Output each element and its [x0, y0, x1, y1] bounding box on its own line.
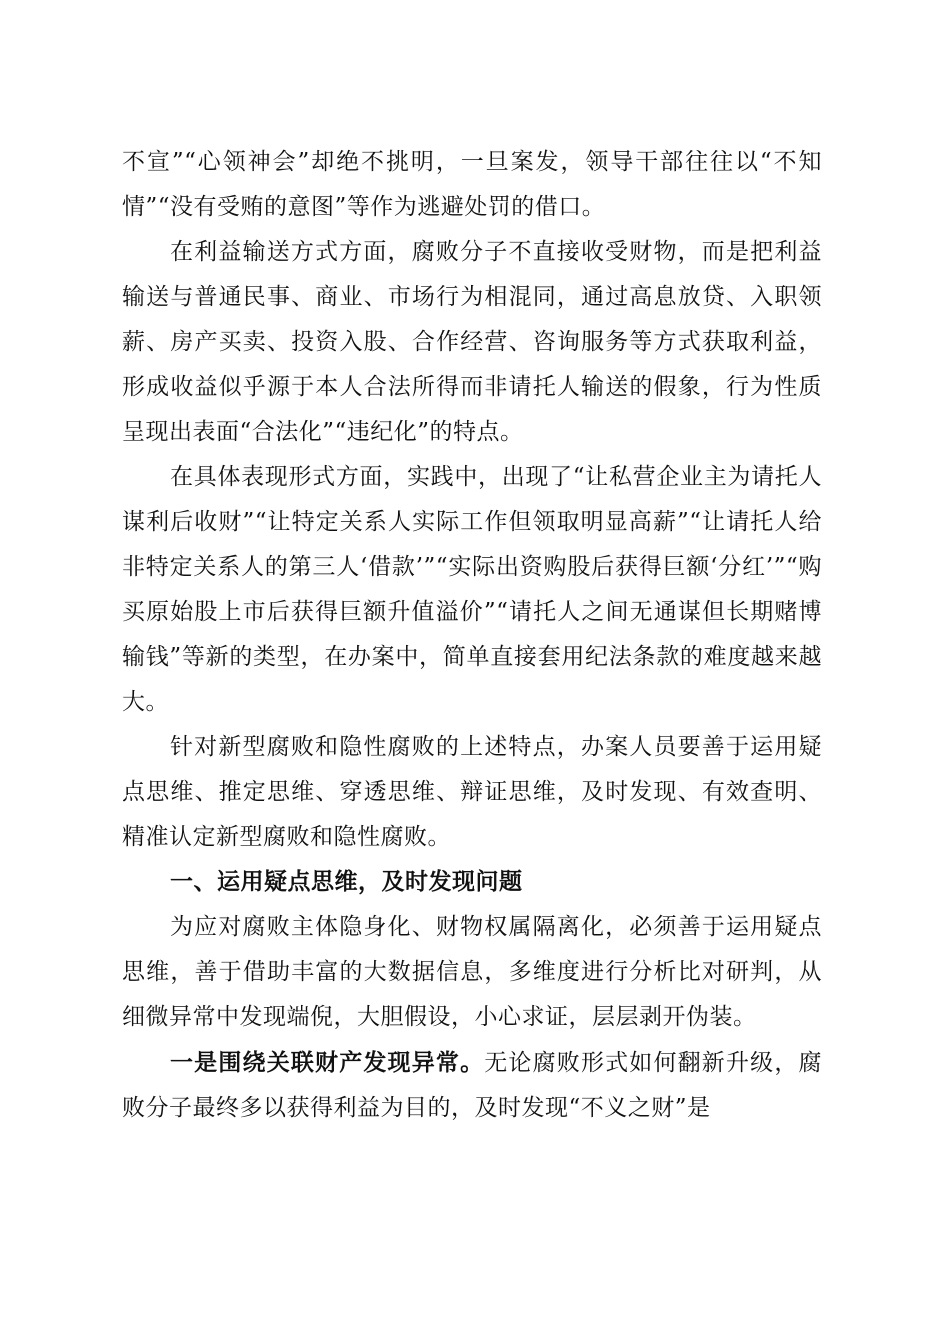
paragraph-body-text: 无论腐败形式如何翻新升级，腐败分子最终多以获得利益为目的，及时发现“不义之财”是 — [122, 1050, 823, 1121]
paragraph-benefit-transfer: 在利益输送方式方面，腐败分子不直接收受财物，而是把利益输送与普通民事、商业、市场行为相混同，通过高息放贷、入职领薪、房产买卖、投资入股、合作经营、咨询服务等方式获取利益，形成收益似乎源于本人合法所得而非请托人输送的假象，行为性质呈现出表面“合法化”“违纪化”的特点。 — [122, 239, 822, 445]
paragraph-thinking-methods: 针对新型腐败和隐性腐败的上述特点，办案人员要善于运用疑点思维、推定思维、穿透思维、辩证思维，及时发现、有效查明、精准认定新型腐败和隐性腐败。 — [122, 734, 822, 850]
paragraph-lead-text: 一是围绕关联财产发现异常。 — [170, 1049, 485, 1076]
paragraph-continued: 不宣”“心领神会”却绝不挑明，一旦案发，领导干部往往以“不知情”“没有受贿的意图”等作为逃避处罚的借口。 — [122, 149, 822, 220]
paragraph-manifestations: 在具体表现形式方面，实践中，出现了“让私营企业主为请托人谋利后收财”“让特定关系人实际工作但领取明显高薪”“让请托人给非特定关系人的第三人‘借款’”“实际出资购股后获得巨额‘分红’”“购买原始股上市后获得巨额升值溢价”“请托人之间无通谋但长期赌博输钱”等新的类型，在办案中，简单直接套用纪法条款的难度越来越大。 — [122, 464, 822, 715]
paragraph-doubt-thinking: 为应对腐败主体隐身化、财物权属隔离化，必须善于运用疑点思维，善于借助丰富的大数据信息，多维度进行分析比对研判，从细微异常中发现端倪，大胆假设，小心求证，层层剥开伪装。 — [122, 914, 822, 1030]
section-heading-1: 一、运用疑点思维，及时发现问题 — [170, 869, 523, 895]
paragraph-related-assets — [122, 1040, 822, 1131]
document-body — [122, 140, 822, 1131]
